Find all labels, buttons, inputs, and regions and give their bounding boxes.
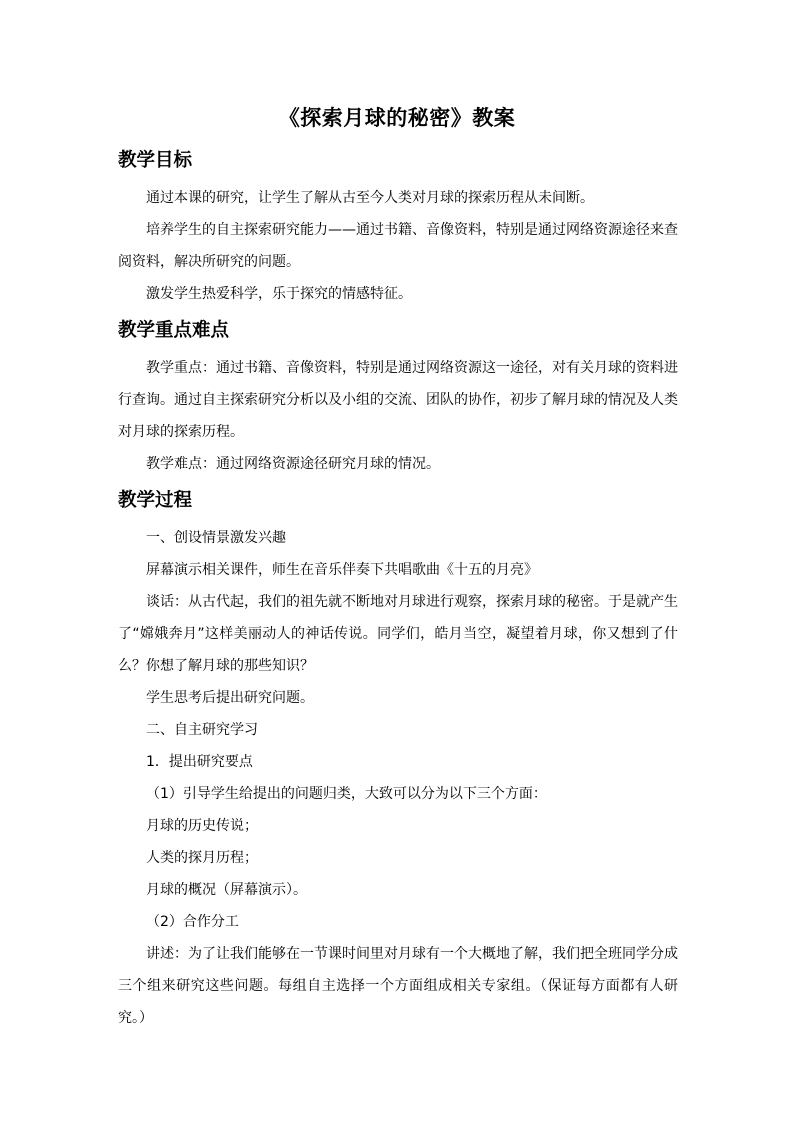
paragraph: 人类的探月历程； [146, 850, 258, 866]
section-heading-key-points: 教学重点难点 [118, 320, 230, 341]
document-title: 《探索月球的秘密》教案 [278, 105, 516, 130]
paragraph: 1．提出研究要点 [146, 754, 253, 770]
paragraph: 二、自主研究学习 [146, 722, 258, 738]
section-heading-objectives: 教学目标 [118, 150, 193, 171]
paragraph: 教学重点：通过书籍、音像资料，特别是通过网络资源这一途径，对有关月球的资料进行查询。通过自主探索研究分析以及小组的交流、团队的协作，初步了解月球的情况及人类对月球的探索历程。 [118, 360, 678, 440]
paragraph: 激发学生热爱科学，乐于探究的情感特征。 [146, 286, 412, 302]
paragraph: 培养学生的自主探索研究能力——通过书籍、音像资料，特别是通过网络资源途径来查阅资料，解决所研究的问题。 [118, 222, 678, 270]
paragraph: （2）合作分工 [146, 914, 239, 930]
paragraph: 月球的概况（屏幕演示）。 [146, 882, 307, 898]
paragraph: 通过本课的研究，让学生了解从古至今人类对月球的探索历程从未间断。 [146, 190, 594, 206]
paragraph: 讲述：为了让我们能够在一节课时间里对月球有一个大概地了解，我们把全班同学分成三个组来研究这些问题。每组自主选择一个方面组成相关专家组。（保证每方面都有人研究。） [118, 946, 678, 1026]
paragraph: 学生思考后提出研究问题。 [146, 690, 314, 706]
section-heading-process: 教学过程 [118, 490, 193, 511]
paragraph: 一、创设情景激发兴趣 [146, 530, 286, 546]
paragraph: （1）引导学生给提出的问题归类，大致可以分为以下三个方面： [146, 786, 547, 802]
paragraph: 屏幕演示相关课件，师生在音乐伴奏下共唱歌曲《十五的月亮》 [146, 562, 538, 578]
paragraph: 谈话：从古代起，我们的祖先就不断地对月球进行观察，探索月球的秘密。于是就产生了“嫦娥奔月”这样美丽动人的神话传说。同学们，皓月当空，凝望着月球，你又想到了什么？你想了解月球的那些知识？ [118, 594, 678, 674]
paragraph: 月球的历史传说； [146, 818, 258, 834]
document-body [118, 146, 678, 1034]
paragraph: 教学难点：通过网络资源途径研究月球的情况。 [146, 456, 440, 472]
